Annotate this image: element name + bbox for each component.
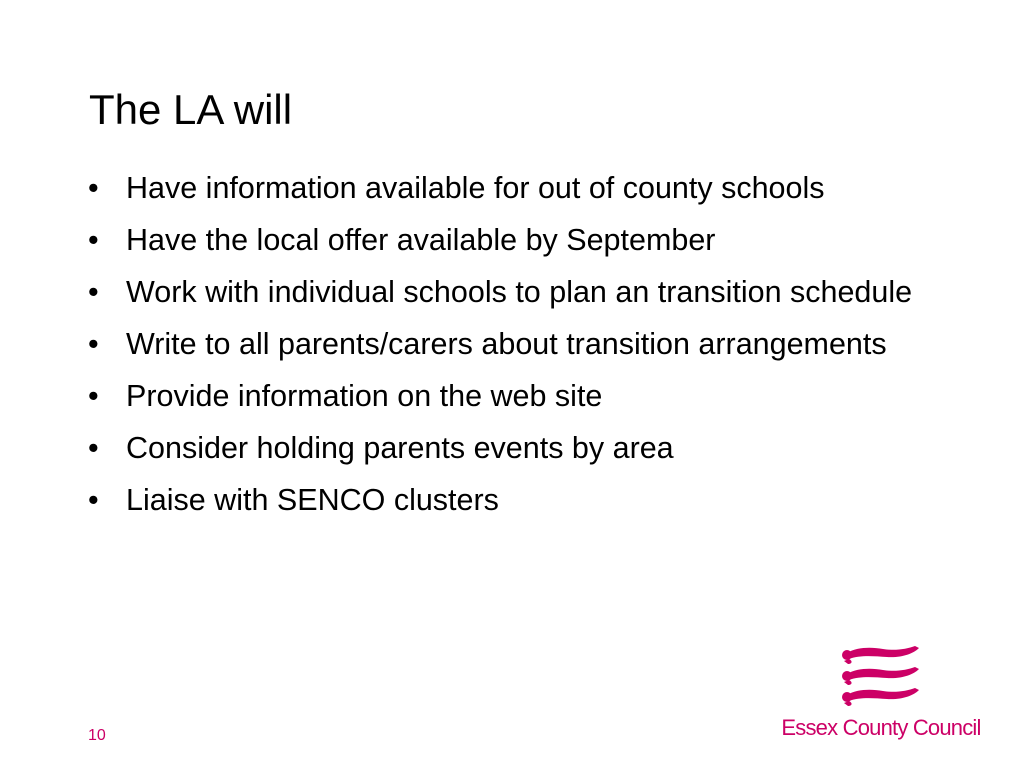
bullet-icon: • [88,171,99,205]
bullet-item [88,270,918,315]
bullet-item [88,374,918,419]
essex-county-council-logo [779,644,983,744]
three-seaxes-emblem-icon [839,644,923,708]
bullet-icon: • [88,275,99,309]
bullet-text: Write to all parents/carers about transition arrangements [126,327,887,361]
slide-title: The LA will [89,86,293,133]
logo-wordmark: Essex County Council [781,715,981,740]
page-number: 10 [88,727,106,744]
bullet-item [88,218,918,263]
bullet-icon: • [88,483,99,517]
bullet-item [88,322,918,367]
bullet-text: Work with individual schools to plan an transition schedule [126,275,913,309]
bullet-icon: • [88,223,99,257]
bullet-item [88,426,918,471]
bullet-text: Have the local offer available by September [126,223,716,257]
bullet-text: Liaise with SENCO clusters [126,483,499,517]
bullet-list [88,166,918,530]
bullet-item [88,166,918,211]
bullet-text: Have information available for out of county schools [126,171,825,205]
bullet-text: Provide information on the web site [126,379,603,413]
bullet-text: Consider holding parents events by area [126,431,674,465]
bullet-item [88,478,918,523]
bullet-icon: • [88,327,99,361]
bullet-icon: • [88,431,99,465]
bullet-icon: • [88,379,99,413]
